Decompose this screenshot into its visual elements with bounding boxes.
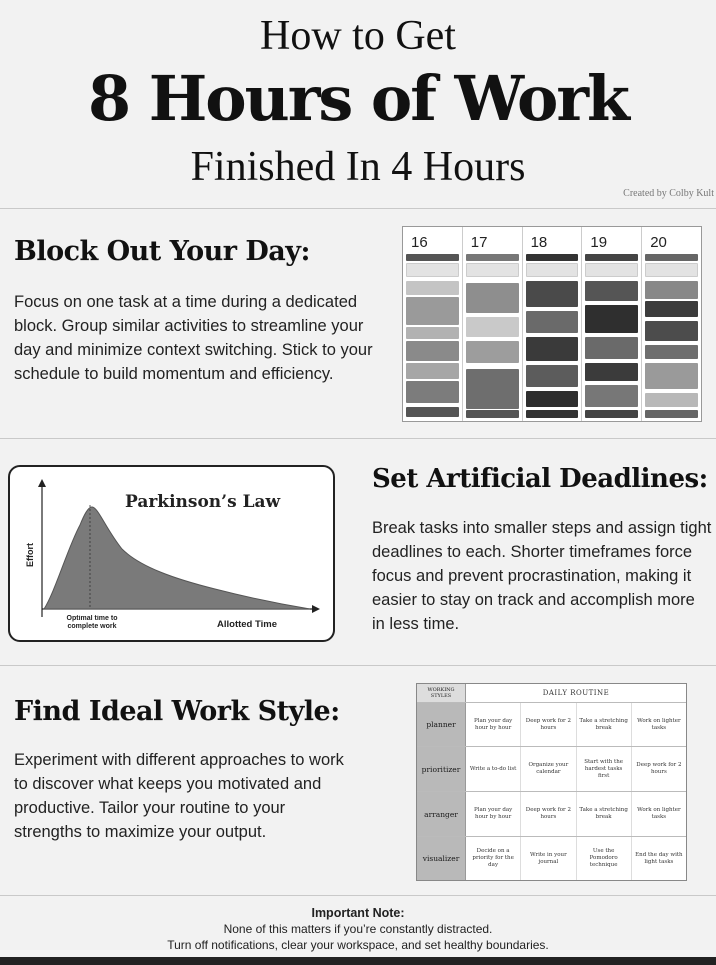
calendar-day-number: 17	[470, 234, 488, 251]
note-line-2: Turn off notifications, clear your workspace, and set healthy boundaries.	[167, 938, 549, 952]
title-line-3: Finished In 4 Hours	[190, 144, 526, 190]
divider	[0, 895, 716, 896]
chart-title: Parkinson’s Law	[125, 492, 281, 512]
calendar-event	[645, 263, 698, 277]
calendar-event	[406, 381, 459, 403]
calendar-event	[526, 410, 579, 418]
table-row	[417, 746, 686, 791]
calendar-event	[645, 363, 698, 389]
calendar-event	[645, 321, 698, 341]
calendar-event	[406, 254, 459, 261]
parkinsons-law-graph	[10, 467, 335, 642]
routine-cell: Plan your day hour by hour	[466, 703, 521, 746]
section-body-work-style: Experiment with different approaches to work to discover what keeps you motivated and productive. Tailor your routine to your strengths to maximize your output.	[14, 751, 344, 841]
calendar-event	[466, 369, 519, 409]
style-label: arranger	[417, 792, 466, 836]
calendar-event	[645, 254, 698, 261]
routine-cell: Work on lighter tasks	[637, 717, 681, 731]
calendar-event	[466, 254, 519, 261]
working-styles-header: WORKING STYLES	[417, 684, 466, 702]
divider	[0, 438, 716, 439]
calendar-day-column	[523, 227, 583, 421]
calendar-event	[406, 407, 459, 417]
credit-text: Created by Colby Kult	[623, 188, 714, 199]
calendar-event	[466, 283, 519, 313]
routine-cell: Deep work for 2 hours	[636, 762, 682, 775]
calendar-event	[645, 345, 698, 359]
title-line-1: How to Get	[260, 13, 456, 59]
calendar-event	[585, 263, 638, 277]
calendar-event	[526, 365, 579, 387]
calendar-event	[645, 301, 698, 317]
routine-cell: Take a stretching break	[577, 703, 632, 746]
title-line-2: 8 Hours of Work	[87, 62, 629, 135]
calendar-event	[466, 263, 519, 277]
y-axis-arrow	[38, 479, 46, 487]
calendar-event	[585, 385, 638, 407]
calendar-image	[402, 226, 702, 422]
calendar-event	[406, 297, 459, 325]
routine-cell: Organize your calendar	[521, 747, 576, 791]
calendar-event	[526, 263, 579, 277]
section-title-work-style: Find Ideal Work Style:	[14, 696, 340, 727]
header	[0, 0, 716, 190]
calendar-event	[585, 363, 638, 381]
daily-routine-header: DAILY ROUTINE	[542, 689, 610, 697]
calendar-day-column	[463, 227, 523, 421]
calendar-event	[526, 391, 579, 407]
routine-cell: Deep work for 2 hours	[521, 792, 576, 836]
calendar-event	[645, 281, 698, 299]
calendar-event	[645, 393, 698, 407]
calendar-day-number: 16	[411, 234, 428, 251]
table-header-row	[417, 684, 686, 702]
table-row	[417, 702, 686, 746]
style-label: prioritizer	[417, 747, 466, 791]
calendar-day-number: 19	[590, 234, 608, 251]
calendar-event	[585, 337, 638, 359]
x-axis-label: Allotted Time	[217, 619, 277, 630]
calendar-event	[466, 317, 519, 337]
calendar-event	[645, 410, 698, 418]
note-line-1: None of this matters if you’re constantly distracted.	[223, 922, 493, 936]
important-note	[0, 905, 716, 953]
divider	[0, 665, 716, 666]
calendar-event	[466, 410, 519, 418]
table-row	[417, 836, 686, 880]
effort-curve	[44, 507, 310, 609]
routine-cell: Use the Pomodoro technique	[577, 837, 632, 880]
calendar-event	[526, 311, 579, 333]
section-title-block-day: Block Out Your Day:	[14, 236, 310, 267]
x-axis-arrow	[312, 605, 320, 613]
calendar-event	[585, 410, 638, 418]
parkinsons-law-chart	[8, 465, 335, 642]
routine-cell: Deep work for 2 hours	[521, 703, 576, 746]
calendar-day-number: 18	[530, 234, 548, 251]
section-body-block-day: Focus on one task at a time during a dedicated block. Group similar activities to streamline your day and minimize context switching. Stick to your schedule to build momentum and efficiency.	[14, 293, 373, 383]
optimal-time-label: Optimal time to complete work	[66, 615, 118, 630]
section-title-deadlines: Set Artificial Deadlines:	[372, 464, 708, 494]
calendar-event	[406, 341, 459, 361]
style-label: planner	[417, 703, 466, 746]
calendar-event	[526, 337, 579, 361]
divider	[0, 208, 716, 209]
routine-cell: Write a to-do list	[466, 747, 521, 791]
routine-cell: Plan your day hour by hour	[466, 792, 521, 836]
calendar-event	[585, 305, 638, 333]
routine-cell: Write in your journal	[521, 837, 576, 880]
calendar-event	[526, 254, 579, 261]
routine-cell: Work on lighter tasks	[637, 807, 681, 820]
routine-cell: Start with the hardest tasks first	[577, 747, 632, 791]
calendar-event	[406, 263, 459, 277]
y-axis-label: Effort	[25, 543, 35, 567]
daily-routine-table	[416, 683, 687, 881]
calendar-event	[406, 327, 459, 339]
calendar-day-number: 20	[650, 234, 667, 251]
routine-cell: Decide on a priority for the day	[466, 837, 521, 880]
calendar-event	[526, 281, 579, 307]
section-body-deadlines: Break tasks into smaller steps and assign tight deadlines to each. Shorter timeframes force focus and prevent procrastination, making it easier to stay on track and accomplish more in less time.	[372, 519, 712, 633]
routine-cell: Take a stretching break	[577, 792, 632, 836]
calendar-day-column	[582, 227, 642, 421]
style-label: visualizer	[417, 837, 466, 880]
table-row	[417, 791, 686, 836]
bottom-bar	[0, 957, 716, 965]
calendar-event	[406, 281, 459, 295]
routine-cell: End the day with light tasks	[635, 851, 683, 865]
calendar-event	[585, 254, 638, 261]
calendar-event	[406, 363, 459, 379]
calendar-day-column	[642, 227, 701, 421]
calendar-event	[466, 341, 519, 363]
note-title: Important Note:	[311, 906, 405, 920]
calendar-event	[585, 281, 638, 301]
calendar-day-column	[403, 227, 463, 421]
